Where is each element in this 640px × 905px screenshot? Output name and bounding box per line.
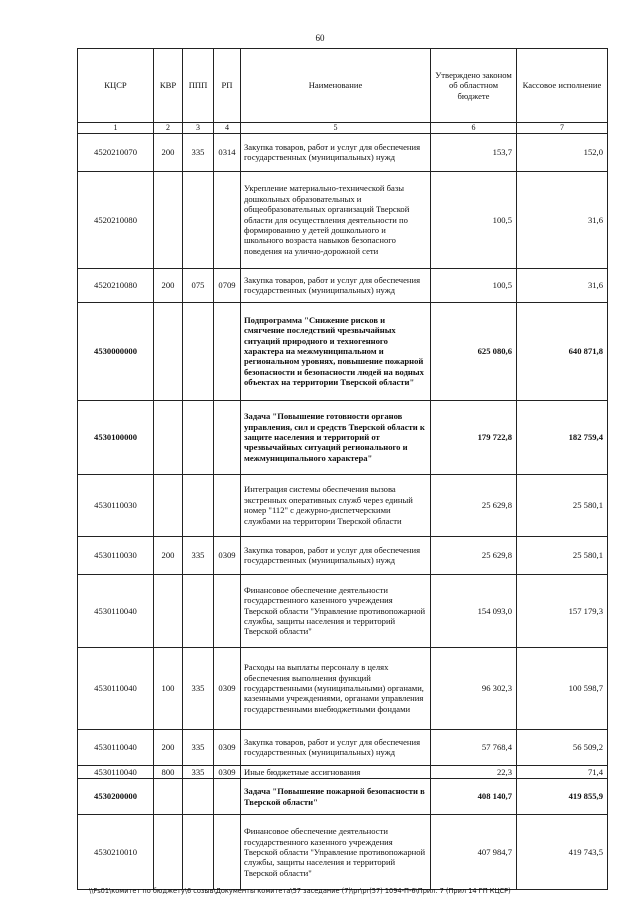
kvr-cell bbox=[154, 779, 183, 815]
rp-cell bbox=[214, 171, 241, 268]
rp-cell: 0309 bbox=[214, 647, 241, 729]
table-row bbox=[78, 765, 608, 778]
rp-cell: 0309 bbox=[214, 729, 241, 765]
approved-cell: 179 722,8 bbox=[431, 400, 517, 474]
name-cell: Укрепление материально-технической базы дошкольных образовательных и общеобразовательных организаций Тверской области для осуществления деятельности по формированию у детей дошкольного и школьного возраста навыков безопасного поведения на улично-дорожной сети bbox=[241, 171, 431, 268]
table-row bbox=[78, 268, 608, 302]
column-number: 2 bbox=[154, 123, 183, 134]
kcsr-cell: 4530000000 bbox=[78, 302, 154, 400]
column-number: 4 bbox=[214, 123, 241, 134]
name-cell: Закупка товаров, работ и услуг для обеспечения государственных (муниципальных) нужд bbox=[241, 268, 431, 302]
kvr-cell: 100 bbox=[154, 647, 183, 729]
ppp-cell bbox=[183, 815, 214, 890]
kvr-cell bbox=[154, 171, 183, 268]
table-row bbox=[78, 536, 608, 574]
rp-cell bbox=[214, 302, 241, 400]
rp-cell bbox=[214, 574, 241, 647]
kcsr-cell: 4530110040 bbox=[78, 729, 154, 765]
ppp-cell: 335 bbox=[183, 647, 214, 729]
table-row bbox=[78, 729, 608, 765]
name-cell: Подпрограмма "Снижение рисков и смягчение последствий чрезвычайных ситуаций природного и техногенного характера на межмуниципальном и региональном уровнях, повышение пожарной безопасности и безопасности людей на водных объектах на территории Тверской области" bbox=[241, 302, 431, 400]
column-number: 7 bbox=[517, 123, 608, 134]
table-row bbox=[78, 171, 608, 268]
column-number: 5 bbox=[241, 123, 431, 134]
ppp-cell: 335 bbox=[183, 729, 214, 765]
rp-cell bbox=[214, 474, 241, 536]
rp-cell bbox=[214, 400, 241, 474]
approved-cell: 100,5 bbox=[431, 171, 517, 268]
name-cell: Финансовое обеспечение деятельности государственного казенного учреждения Тверской области "Управление противопожарной службы, защиты населения и территорий Тверской области" bbox=[241, 574, 431, 647]
column-number: 3 bbox=[183, 123, 214, 134]
approved-cell: 100,5 bbox=[431, 268, 517, 302]
executed-cell: 25 580,1 bbox=[517, 536, 608, 574]
table-row bbox=[78, 400, 608, 474]
executed-cell: 640 871,8 bbox=[517, 302, 608, 400]
ppp-cell bbox=[183, 171, 214, 268]
executed-cell: 25 580,1 bbox=[517, 474, 608, 536]
rp-cell: 0309 bbox=[214, 536, 241, 574]
ppp-cell bbox=[183, 474, 214, 536]
kcsr-cell: 4530110030 bbox=[78, 474, 154, 536]
table-row bbox=[78, 474, 608, 536]
file-path-footer: \\Fs01\комитет по бюджету\6 созыв\Документы комитета\57 заседание (7)\pr\pr(57) 1094-П-6\Прил. 7 (Прил 14 ГП КЦСР) bbox=[89, 887, 511, 895]
kcsr-cell: 4520210080 bbox=[78, 268, 154, 302]
name-cell: Закупка товаров, работ и услуг для обеспечения государственных (муниципальных) нужд bbox=[241, 133, 431, 171]
rp-cell: 0709 bbox=[214, 268, 241, 302]
kvr-cell bbox=[154, 574, 183, 647]
kcsr-cell: 4530210010 bbox=[78, 815, 154, 890]
kcsr-cell: 4530200000 bbox=[78, 779, 154, 815]
table-row bbox=[78, 779, 608, 815]
name-cell: Задача "Повышение пожарной безопасности в Тверской области" bbox=[241, 779, 431, 815]
table-row bbox=[78, 302, 608, 400]
column-number: 6 bbox=[431, 123, 517, 134]
header-kvr: КВР bbox=[154, 49, 183, 123]
ppp-cell: 075 bbox=[183, 268, 214, 302]
kvr-cell bbox=[154, 302, 183, 400]
executed-cell: 100 598,7 bbox=[517, 647, 608, 729]
rp-cell: 0314 bbox=[214, 133, 241, 171]
header-rp: РП bbox=[214, 49, 241, 123]
kcsr-cell: 4530100000 bbox=[78, 400, 154, 474]
approved-cell: 25 629,8 bbox=[431, 474, 517, 536]
page-number: 60 bbox=[315, 33, 325, 43]
executed-cell: 56 509,2 bbox=[517, 729, 608, 765]
name-cell: Интеграция системы обеспечения вызова экстренных оперативных служб через единый номер "112" с дежурно-диспетчерскими службами на территории Тверской области bbox=[241, 474, 431, 536]
approved-cell: 57 768,4 bbox=[431, 729, 517, 765]
ppp-cell bbox=[183, 400, 214, 474]
ppp-cell bbox=[183, 574, 214, 647]
ppp-cell: 335 bbox=[183, 133, 214, 171]
approved-cell: 153,7 bbox=[431, 133, 517, 171]
name-cell: Закупка товаров, работ и услуг для обеспечения государственных (муниципальных) нужд bbox=[241, 536, 431, 574]
header-executed: Кассовое исполнение bbox=[517, 49, 608, 123]
approved-cell: 25 629,8 bbox=[431, 536, 517, 574]
rp-cell: 0309 bbox=[214, 765, 241, 778]
approved-cell: 22,3 bbox=[431, 765, 517, 778]
kvr-cell: 200 bbox=[154, 133, 183, 171]
executed-cell: 182 759,4 bbox=[517, 400, 608, 474]
header-name: Наименование bbox=[241, 49, 431, 123]
header-ppp: ППП bbox=[183, 49, 214, 123]
kcsr-cell: 4520210080 bbox=[78, 171, 154, 268]
kvr-cell bbox=[154, 400, 183, 474]
approved-cell: 625 080,6 bbox=[431, 302, 517, 400]
kvr-cell bbox=[154, 474, 183, 536]
kcsr-cell: 4530110040 bbox=[78, 574, 154, 647]
executed-cell: 31,6 bbox=[517, 268, 608, 302]
name-cell: Финансовое обеспечение деятельности государственного казенного учреждения Тверской области "Управление противопожарной службы, защиты населения и территорий Тверской области" bbox=[241, 815, 431, 890]
approved-cell: 408 140,7 bbox=[431, 779, 517, 815]
executed-cell: 157 179,3 bbox=[517, 574, 608, 647]
executed-cell: 71,4 bbox=[517, 765, 608, 778]
kvr-cell: 200 bbox=[154, 268, 183, 302]
header-approved: Утверждено законом об областном бюджете bbox=[431, 49, 517, 123]
table-row bbox=[78, 574, 608, 647]
kvr-cell: 200 bbox=[154, 729, 183, 765]
table-row bbox=[78, 815, 608, 890]
budget-table bbox=[77, 48, 608, 890]
name-cell: Задача "Повышение готовности органов управления, сил и средств Тверской области к защите населения и территорий от чрезвычайных ситуаций регионального и межмуниципального характера" bbox=[241, 400, 431, 474]
name-cell: Закупка товаров, работ и услуг для обеспечения государственных (муниципальных) нужд bbox=[241, 729, 431, 765]
approved-cell: 96 302,3 bbox=[431, 647, 517, 729]
executed-cell: 31,6 bbox=[517, 171, 608, 268]
name-cell: Расходы на выплаты персоналу в целях обеспечения выполнения функций государственными (муниципальными) органами, казенными учреждениями, органами управления государственными внебюджетными фондами bbox=[241, 647, 431, 729]
approved-cell: 407 984,7 bbox=[431, 815, 517, 890]
column-number: 1 bbox=[78, 123, 154, 134]
table-row bbox=[78, 133, 608, 171]
kvr-cell: 200 bbox=[154, 536, 183, 574]
column-number-row bbox=[78, 123, 608, 134]
kvr-cell bbox=[154, 815, 183, 890]
executed-cell: 419 855,9 bbox=[517, 779, 608, 815]
kcsr-cell: 4520210070 bbox=[78, 133, 154, 171]
name-cell: Иные бюджетные ассигнования bbox=[241, 765, 431, 778]
ppp-cell bbox=[183, 302, 214, 400]
executed-cell: 152,0 bbox=[517, 133, 608, 171]
ppp-cell: 335 bbox=[183, 536, 214, 574]
rp-cell bbox=[214, 779, 241, 815]
executed-cell: 419 743,5 bbox=[517, 815, 608, 890]
ppp-cell bbox=[183, 779, 214, 815]
ppp-cell: 335 bbox=[183, 765, 214, 778]
kcsr-cell: 4530110030 bbox=[78, 536, 154, 574]
header-kcsr: КЦСР bbox=[78, 49, 154, 123]
table-row bbox=[78, 647, 608, 729]
approved-cell: 154 093,0 bbox=[431, 574, 517, 647]
kcsr-cell: 4530110040 bbox=[78, 765, 154, 778]
rp-cell bbox=[214, 815, 241, 890]
kvr-cell: 800 bbox=[154, 765, 183, 778]
kcsr-cell: 4530110040 bbox=[78, 647, 154, 729]
